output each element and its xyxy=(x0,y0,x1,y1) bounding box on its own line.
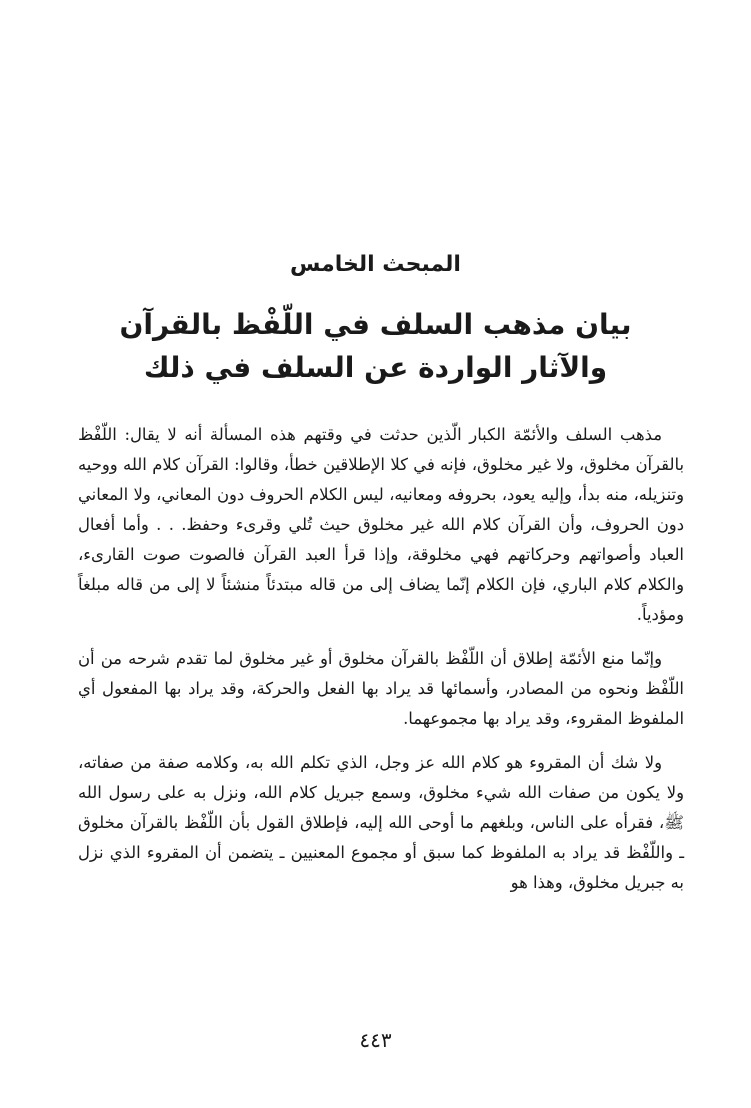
page-number: ٤٤٣ xyxy=(359,1028,392,1052)
paragraph-2: وإنّما منع الأئمّة إطلاق أن اللّفْظ بالقرآن مخلوق أو غير مخلوق لما تقدم شرحه من أن اللّفْظ ونحوه من المصادر، وأسمائها قد يراد بها الفعل والحركة، وقد يراد بها المفعول أي الملفوظ المقروء، وقد يراد بها مجموعهما. xyxy=(78,649,684,728)
section-label: المبحث الخامس xyxy=(290,252,461,277)
paragraph-3: ولا شك أن المقروء هو كلام الله عز وجل، الذي تكلم الله به، وكلامه صفة من صفاته، ولا يكون من صفات الله شيء مخلوق، وسمع جبريل كلام الله، ونزل به على رسول الله ﷺ، فقرأه على الناس، وبلغهم ما أوحى الله إليه، فإطلاق القول بأن اللّفْظ بالقرآن مخلوق ـ واللّفْظ قد يراد به الملفوظ كما سبق أو مجموع المعنيين ـ يتضمن أن المقروء الذي نزل به جبريل مخلوق، وهذا هو xyxy=(78,753,684,892)
title-line-1: بيان مذهب السلف في اللّفْظ بالقرآن xyxy=(119,308,632,341)
body-text xyxy=(78,420,684,898)
paragraph-1: مذهب السلف والأئمّة الكبار الّذين حدثت في وقتهم هذه المسألة أنه لا يقال: اللّفْظ بالقرآن مخلوق، ولا غير مخلوق، فإنه في كلا الإطلاقين خطأ، وقالوا: القرآن كلام الله ووحيه وتنزيله، منه بدأ، وإليه يعود، بحروفه ومعانيه، ليس الكلام الحروف دون المعاني، ولا المعاني دون الحروف، وأن القرآن كلام الله غير مخلوق حيث تُلي وقرىء وحفظ. . . وأما أفعال العباد وأصواتهم وحركاتهم فهي مخلوقة، وإذا قرأ العبد القرآن فالصوت صوت القارىء، والكلام كلام الباري، فإن الكلام إنّما يضاف إلى من قاله مبتدئاً منشئاً لا إلى من قاله مبلغاً ومؤدياً. xyxy=(78,425,684,624)
title-line-2: والآثار الواردة عن السلف في ذلك xyxy=(143,351,608,384)
